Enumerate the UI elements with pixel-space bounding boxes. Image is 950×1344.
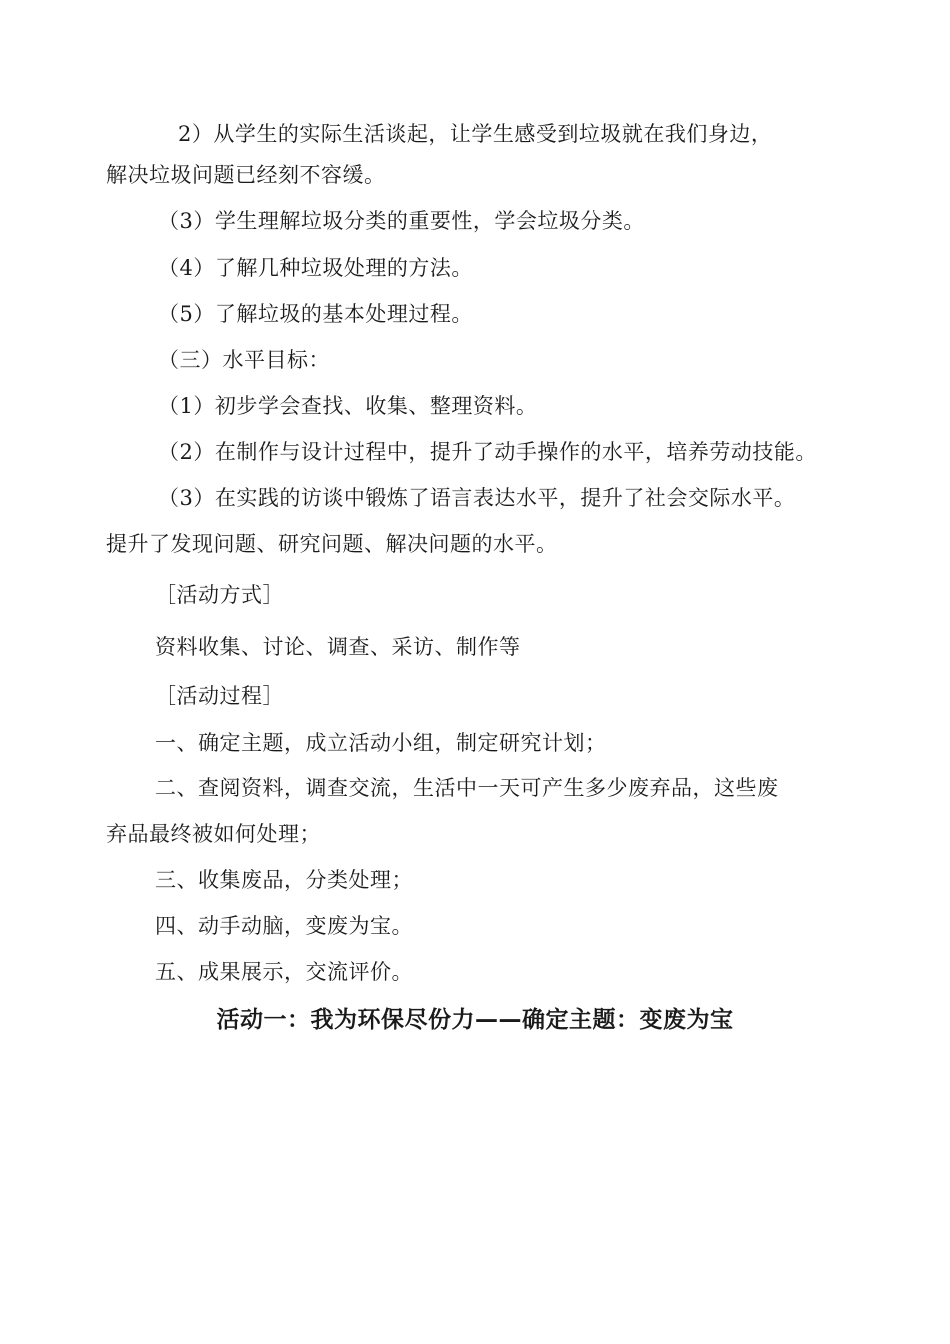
paragraph-line-9: （3）在实践的访谈中锻炼了语言表达水平，提升了社会交际水平。 — [158, 486, 796, 510]
paragraph-line-15: 二、查阅资料，调查交流，生活中一天可产生多少废弃品，这些废 — [155, 776, 779, 800]
paragraph-line-16: 弃品最终被如何处理； — [106, 822, 321, 846]
paragraph-line-14: 一、确定主题，成立活动小组，制定研究计划； — [155, 731, 607, 755]
paragraph-line-5: （5）了解垃圾的基本处理过程。 — [158, 302, 473, 326]
paragraph-line-12: 资料收集、讨论、调查、采访、制作等 — [155, 635, 521, 659]
paragraph-line-18: 四、动手动脑，变废为宝。 — [155, 914, 413, 938]
activity-heading: 活动一：我为环保尽份力——确定主题：变废为宝 — [216, 1007, 734, 1033]
paragraph-line-4: （4）了解几种垃圾处理的方法。 — [158, 256, 473, 280]
section-label-activity-method: ［活动方式］ — [155, 583, 284, 607]
paragraph-line-8: （2）在制作与设计过程中，提升了动手操作的水平，培养劳动技能。 — [158, 440, 817, 464]
paragraph-line-2: 解决垃圾问题已经刻不容缓。 — [106, 163, 386, 187]
paragraph-line-3: （3）学生理解垃圾分类的重要性，学会垃圾分类。 — [158, 209, 645, 233]
paragraph-line-1: 2）从学生的实际生活谈起，让学生感受到垃圾就在我们身边， — [178, 122, 773, 146]
section-label-activity-process: ［活动过程］ — [155, 684, 284, 708]
paragraph-line-7: （1）初步学会查找、收集、整理资料。 — [158, 394, 538, 418]
subsection-heading: （三）水平目标： — [158, 348, 330, 372]
paragraph-line-19: 五、成果展示，交流评价。 — [155, 960, 413, 984]
paragraph-line-17: 三、收集废品，分类处理； — [155, 868, 413, 892]
paragraph-line-10: 提升了发现问题、研究问题、解决问题的水平。 — [106, 532, 558, 556]
